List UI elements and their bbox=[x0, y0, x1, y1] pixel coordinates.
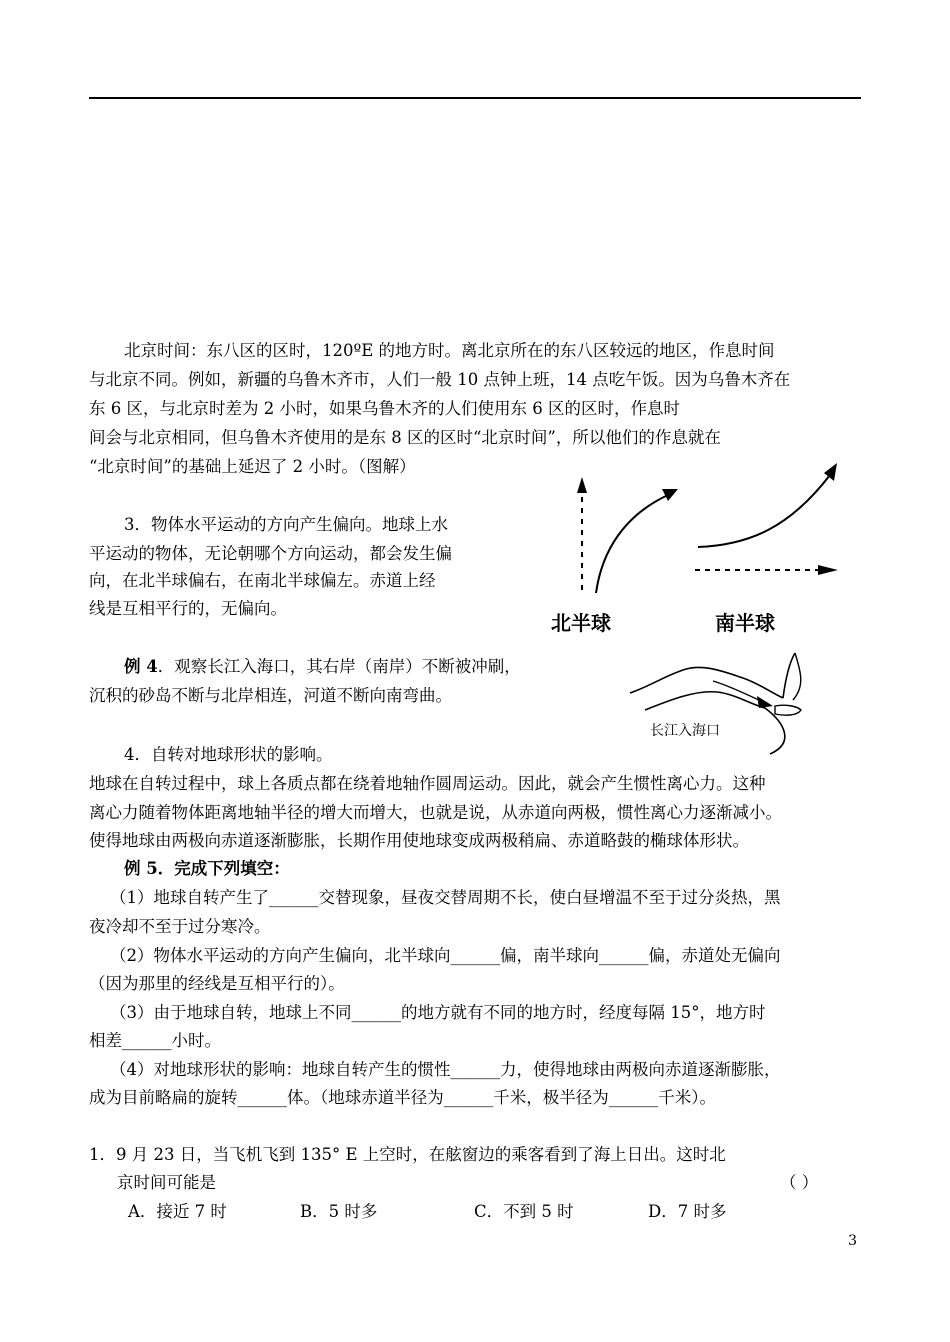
beijing-time-line-4: 间会与北京相同，但乌鲁木齐使用的是东 8 区的区时“北京时间”，所以他们的作息就在 bbox=[89, 428, 721, 447]
header-rule bbox=[89, 97, 861, 99]
flow-arrowhead bbox=[757, 696, 773, 708]
north-straight-arrowhead bbox=[577, 477, 587, 493]
option-c: C．不到 5 时 bbox=[474, 1202, 574, 1221]
south-straight-arrowhead bbox=[818, 565, 838, 575]
question-1-line-1: 1．9 月 23 日，当飞机飞到 135° E 上空时，在舷窗边的乘客看到了海上日出。这时北 bbox=[89, 1145, 726, 1164]
deflection-line-1: 3．物体水平运动的方向产生偏向。地球上水 bbox=[124, 515, 448, 534]
estuary-north-bank bbox=[630, 667, 783, 698]
example-5-line-4: （因为那里的经线是互相平行的）。 bbox=[89, 974, 345, 993]
north-hemisphere-label: 北半球 bbox=[551, 611, 611, 635]
beijing-time-line-1: 北京时间：东八区的区时，120ºE 的地方时。离北京所在的东八区较远的地区，作息时间 bbox=[124, 341, 775, 360]
example-5-line-5: （3）由于地球自转，地球上不同______的地方就有不同的地方时，经度每隔 15°，地方时 bbox=[110, 1003, 766, 1022]
example-4-line-1 bbox=[124, 652, 521, 681]
example-5-line-1: （1）地球自转产生了______交替现象，昼夜交替周期不长，使白昼增温不至于过分炎热，黑 bbox=[110, 888, 781, 907]
page-number: 3 bbox=[848, 1233, 857, 1249]
option-a: A．接近 7 时 bbox=[128, 1202, 227, 1221]
beijing-time-line-2: 与北京不同。例如，新疆的乌鲁木齐市，人们一般 10 点钟上班，14 点吃午饭。因为乌鲁木齐在 bbox=[89, 370, 791, 389]
shape-heading: 4．自转对地球形状的影响。 bbox=[124, 745, 333, 764]
estuary-coast-hook bbox=[793, 653, 801, 700]
shape-line-2: 离心力随着物体距离地轴半径的增大而增大，也就是说，从赤道向两极，惯性离心力逐渐减小。 bbox=[89, 803, 782, 822]
example-4-label: 例 4 bbox=[124, 657, 158, 676]
example-5-line-3: （2）物体水平运动的方向产生偏向，北半球向______偏，南半球向______偏，赤道处无偏向 bbox=[110, 946, 781, 965]
south-deflected-path bbox=[698, 475, 830, 547]
example-4-text: ．观察长江入海口，其右岸（南岸）不断被冲刷， bbox=[157, 657, 521, 676]
beijing-time-line-5: “北京时间”的基础上延迟了 2 小时。（图解） bbox=[89, 457, 416, 476]
example-5-line-7: （4）对地球形状的影响：地球自转产生的惯性______力，使得地球由两极向赤道逐渐膨胀， bbox=[110, 1060, 781, 1079]
deflection-line-4: 线是互相平行的，无偏向。 bbox=[89, 599, 287, 618]
example-5-heading: 例 5．完成下列填空： bbox=[124, 859, 290, 878]
north-deflected-arrowhead bbox=[662, 489, 678, 501]
north-deflected-path bbox=[596, 495, 668, 593]
example-5-line-6: 相差______小时。 bbox=[89, 1031, 221, 1050]
example-5-line-8: 成为目前略扁的旋转______体。（地球赤道半径为______千米，极半径为______千米）。 bbox=[89, 1088, 716, 1107]
option-b: B．5 时多 bbox=[300, 1202, 378, 1221]
question-1-line-2: 京时间可能是 bbox=[117, 1173, 216, 1192]
estuary-north-coast bbox=[783, 653, 795, 698]
deflection-line-2: 平运动的物体，无论朝哪个方向运动，都会发生偏 bbox=[89, 544, 452, 563]
shape-line-3: 使得地球由两极向赤道逐渐膨胀，长期作用使地球变成两极稍扁、赤道略鼓的椭球体形状。 bbox=[89, 831, 749, 850]
example-4-line-2: 沉积的砂岛不断与北岸相连，河道不断向南弯曲。 bbox=[89, 686, 452, 705]
south-deflected-arrowhead bbox=[824, 463, 837, 481]
beijing-time-line-3: 东 6 区，与北京时差为 2 小时，如果乌鲁木齐的人们使用东 6 区的区时，作息时 bbox=[89, 399, 680, 418]
sand-island bbox=[775, 705, 801, 715]
deflection-line-3: 向，在北半球偏右，在南北半球偏左。赤道上经 bbox=[89, 571, 436, 590]
shape-line-1: 地球在自转过程中，球上各质点都在绕着地轴作圆周运动。因此，就会产生惯性离心力。这种 bbox=[89, 774, 766, 793]
example-5-line-2: 夜冷却不至于过分寒冷。 bbox=[89, 917, 271, 936]
option-d: D．7 时多 bbox=[648, 1202, 727, 1221]
south-hemisphere-label: 南半球 bbox=[715, 611, 775, 635]
estuary-caption: 长江入海口 bbox=[650, 723, 720, 739]
answer-bracket: （ ） bbox=[780, 1173, 819, 1192]
